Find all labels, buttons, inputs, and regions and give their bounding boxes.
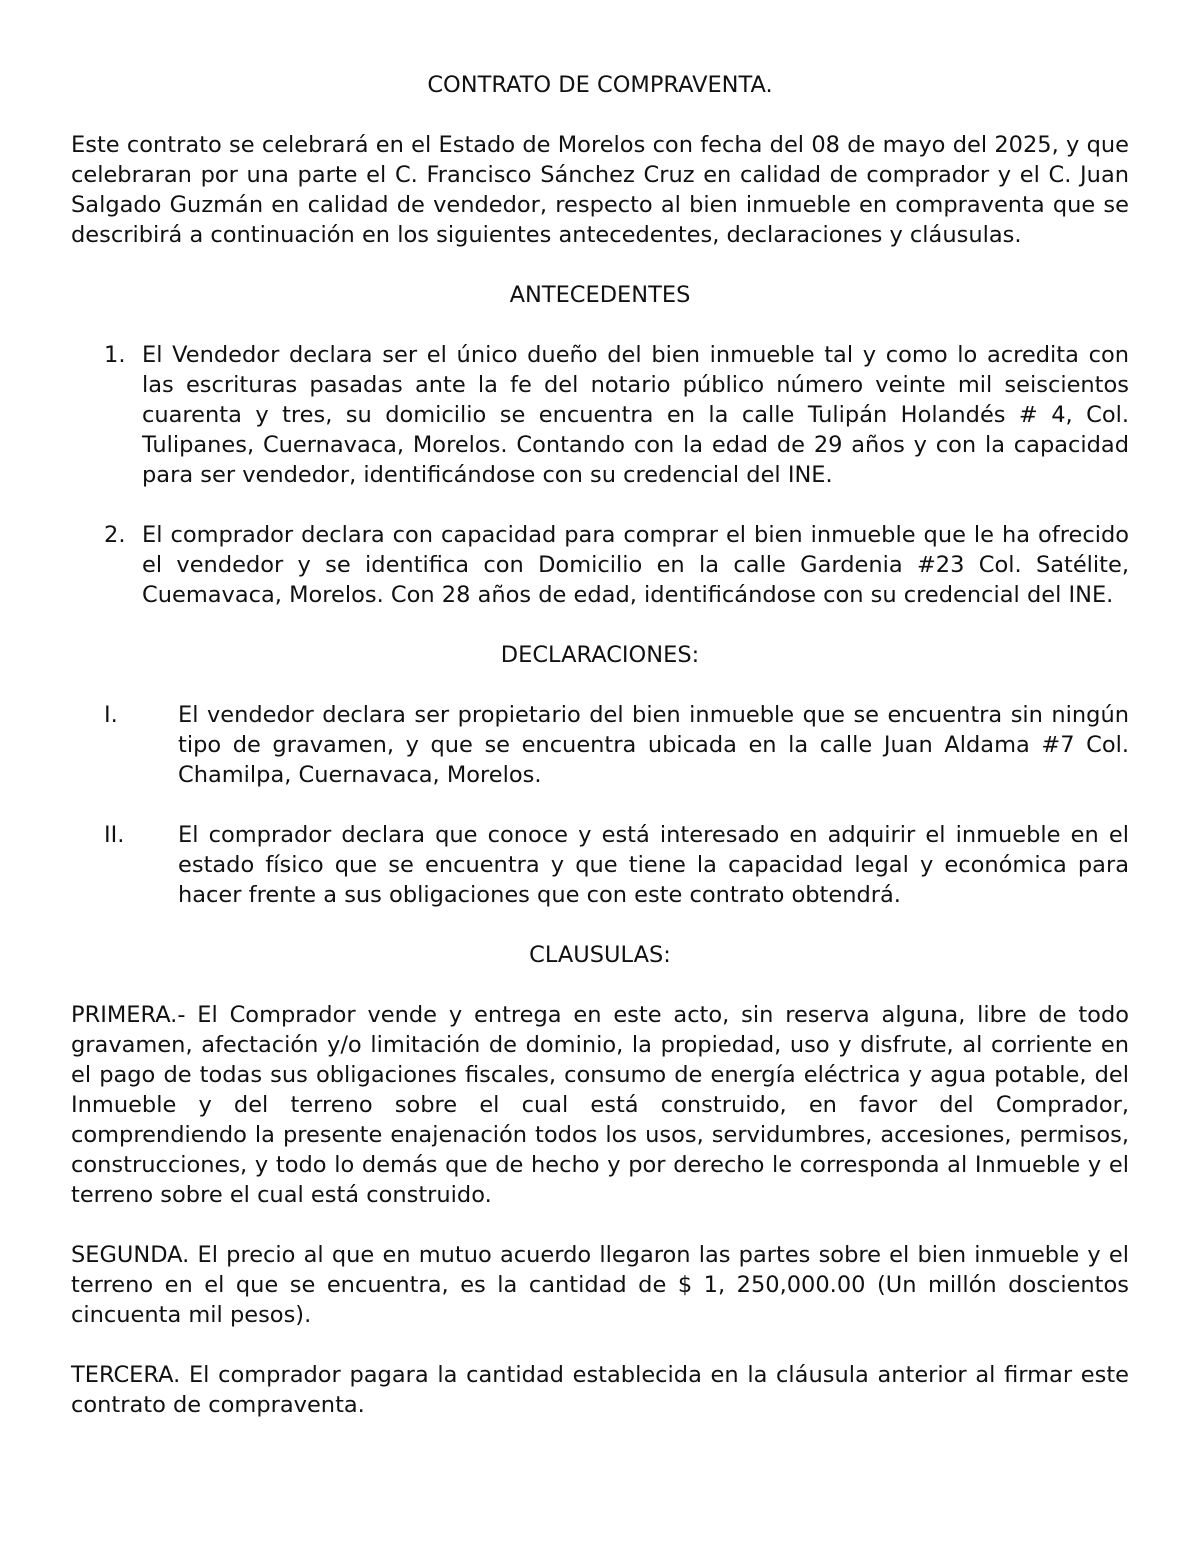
list-number: 2. (104, 522, 126, 548)
list-item-text: El vendedor declara ser propietario del bien inmueble que se encuentra sin ningún tipo de gravamen, y que se encuentra ubicada en la calle Juan Aldama #7 Col. Chamilpa, Cuernavaca, Morelos. (178, 702, 1129, 788)
antecedente-item (71, 340, 1129, 490)
declaracion-item (71, 820, 1129, 910)
declaraciones-heading: DECLARACIONES: (500, 642, 700, 668)
antecedente-item (71, 520, 1129, 610)
clausula-segunda: SEGUNDA. El precio al que en mutuo acuerdo llegaron las partes sobre el bien inmueble y el terreno en el que se encuentra, es la cantidad de $ 1, 250,000.00 (Un millón doscientos cincuenta mil pesos). (71, 1242, 1129, 1328)
list-item-text: El comprador declara con capacidad para comprar el bien inmueble que le ha ofrecido el vendedor y se identifica con Domicilio en la calle Gardenia #23 Col. Satélite, Cuemavaca, Morelos. Con 28 años de edad, identificándose con su credencial del INE. (142, 522, 1129, 608)
clausulas-heading: CLAUSULAS: (529, 942, 671, 968)
document-title: CONTRATO DE COMPRAVENTA. (427, 72, 773, 98)
declaracion-item (71, 700, 1129, 790)
list-number: I. (104, 702, 118, 728)
intro-paragraph: Este contrato se celebrará en el Estado de Morelos con fecha del 08 de mayo del 2025, y que celebraran por una parte el C. Francisco Sánchez Cruz en calidad de comprador y el C. Juan Salgado Guzmán en calidad de vendedor, respecto al bien inmueble en compraventa que se describirá a continuación en los siguientes antecedentes, declaraciones y cláusulas. (71, 132, 1129, 248)
clausula-tercera: TERCERA. El comprador pagara la cantidad establecida en la cláusula anterior al firmar este contrato de compraventa. (71, 1362, 1129, 1418)
list-number: II. (104, 822, 125, 848)
clausula-primera: PRIMERA.- El Comprador vende y entrega en este acto, sin reserva alguna, libre de todo gravamen, afectación y/o limitación de dominio, la propiedad, uso y disfrute, al corriente en el pago de todas sus obligaciones fiscales, consumo de energía eléctrica y agua potable, del Inmueble y del terreno sobre el cual está construido, en favor del Comprador, comprendiendo la presente enajenación todos los usos, servidumbres, accesiones, permisos, construcciones, y todo lo demás que de hecho y por derecho le corresponda al Inmueble y el terreno sobre el cual está construido. (71, 1002, 1129, 1208)
list-item-text: El Vendedor declara ser el único dueño del bien inmueble tal y como lo acredita con las escrituras pasadas ante la fe del notario público número veinte mil seiscientos cuarenta y tres, su domicilio se encuentra en la calle Tulipán Holandés # 4, Col. Tulipanes, Cuernavaca, Morelos. Contando con la edad de 29 años y con la capacidad para ser vendedor, identificándose con su credencial del INE. (142, 342, 1129, 488)
list-number: 1. (104, 342, 126, 368)
antecedentes-list (71, 340, 1129, 610)
antecedentes-heading: ANTECEDENTES (509, 282, 691, 308)
list-item-text: El comprador declara que conoce y está interesado en adquirir el inmueble en el estado físico que se encuentra y que tiene la capacidad legal y económica para hacer frente a sus obligaciones que con este contrato obtendrá. (178, 822, 1129, 908)
declaraciones-list (71, 700, 1129, 910)
